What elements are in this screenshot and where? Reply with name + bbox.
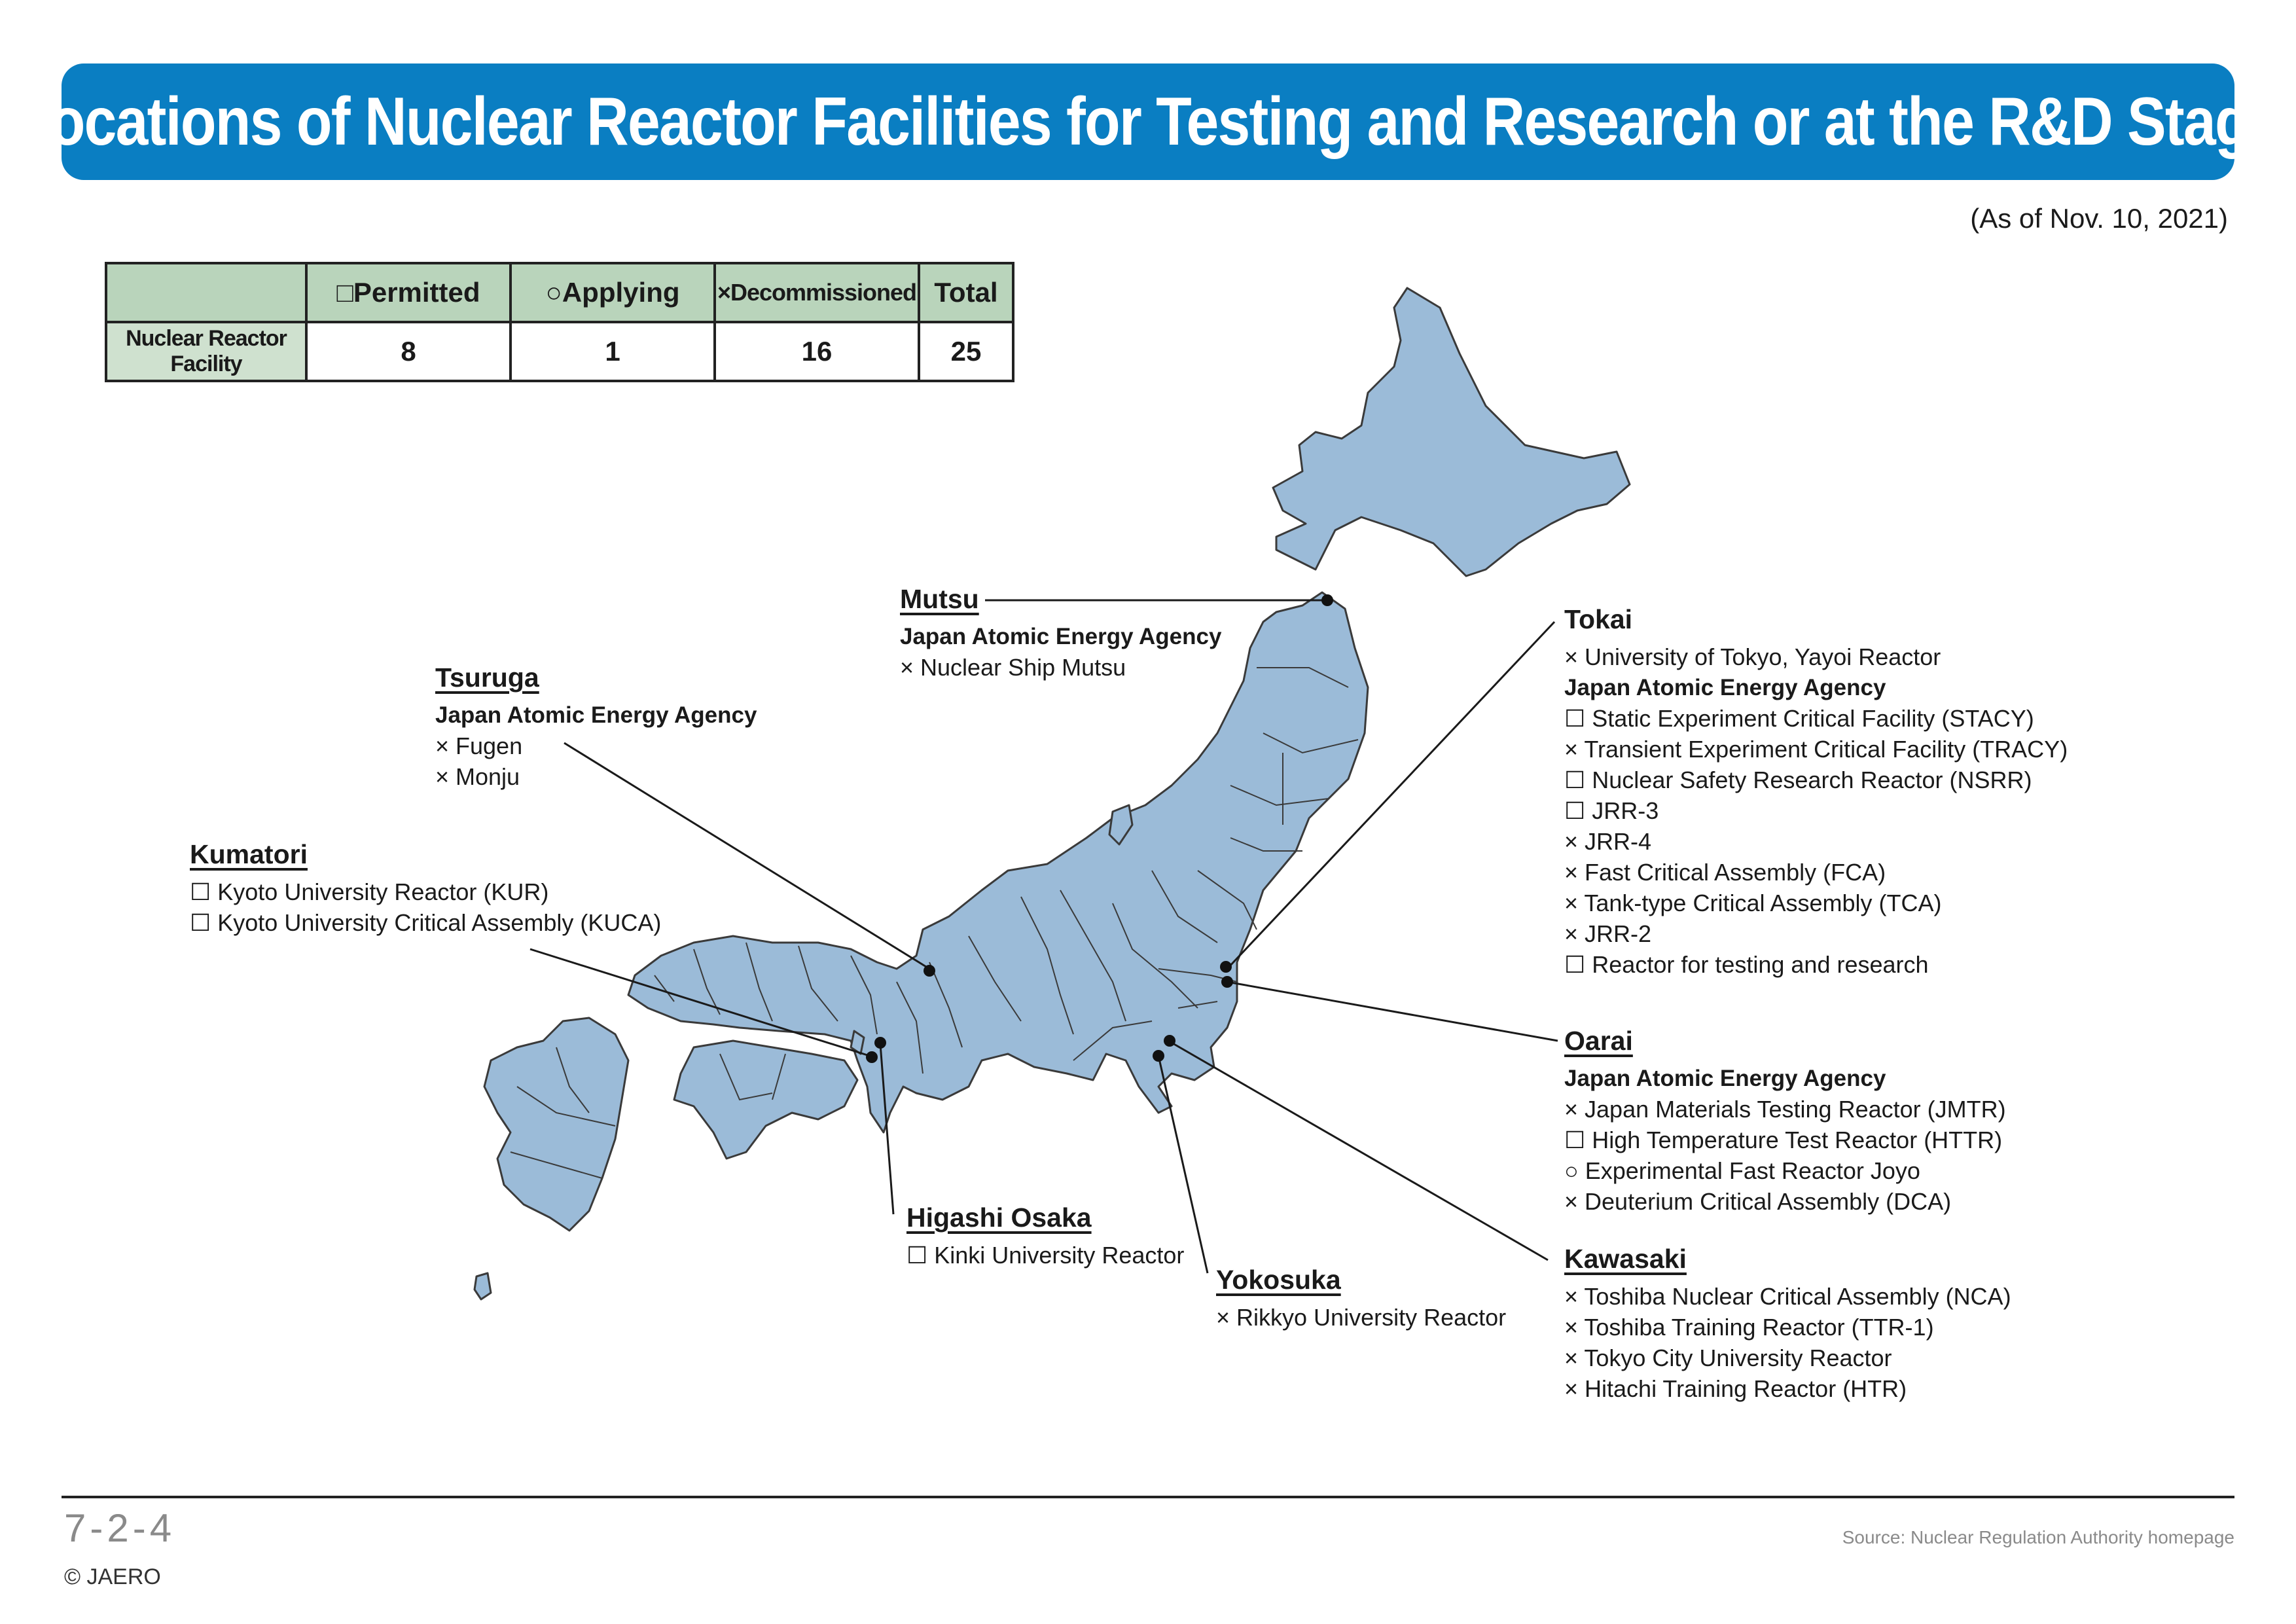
- yokosuka-place-name: Yokosuka: [1216, 1265, 1341, 1295]
- mutsu-place-name: Mutsu: [900, 584, 979, 614]
- mutsu-item: × Nuclear Ship Mutsu: [900, 654, 1126, 681]
- header-permitted: □Permitted: [306, 263, 511, 322]
- tokai-item: × Tank-type Critical Assembly (TCA): [1564, 890, 1942, 916]
- tokai-item: × JRR-2: [1564, 920, 1652, 947]
- hokkaido-island: [1273, 288, 1630, 576]
- oarai-item: × Deuterium Critical Assembly (DCA): [1564, 1188, 1952, 1215]
- tsuruga-item: × Fugen: [435, 732, 523, 759]
- tokai-item: ☐ JRR-3: [1564, 797, 1659, 824]
- source-note: Source: Nuclear Regulation Authority homepage: [1842, 1527, 2234, 1547]
- oarai-place-name: Oarai: [1564, 1026, 1633, 1056]
- higashi-osaka-place-name: Higashi Osaka: [906, 1202, 1092, 1233]
- oarai-leader-line: [1227, 982, 1558, 1041]
- mutsu-marker: [1321, 594, 1333, 606]
- header-decommissioned: ×Decommissioned: [715, 263, 919, 322]
- oarai-item: ☐ High Temperature Test Reactor (HTTR): [1564, 1127, 2003, 1153]
- copyright: © JAERO: [64, 1564, 161, 1589]
- page-number: 7-2-4: [64, 1506, 176, 1550]
- as-of-date: (As of Nov. 10, 2021): [1970, 203, 2228, 234]
- kumatori-item: ☐ Kyoto University Reactor (KUR): [190, 878, 549, 905]
- oarai-label: [1564, 1026, 2006, 1217]
- kawasaki-place-name: Kawasaki: [1564, 1244, 1687, 1274]
- kumatori-place-name: Kumatori: [190, 839, 308, 869]
- tokai-pre-item: × University of Tokyo, Yayoi Reactor: [1564, 643, 1941, 670]
- value-decommissioned: 16: [715, 322, 919, 381]
- shikoku-island: [674, 1041, 857, 1159]
- tokai-label: [1564, 604, 2068, 980]
- kumatori-item: ☐ Kyoto University Critical Assembly (KUCA): [190, 909, 662, 936]
- higashi-osaka-item: ☐ Kinki University Reactor: [906, 1242, 1185, 1269]
- kawasaki-item: × Toshiba Training Reactor (TTR-1): [1564, 1314, 1934, 1341]
- southern-islet: [475, 1273, 491, 1299]
- tokai-marker: [1220, 961, 1232, 973]
- tsuruga-label: [435, 662, 757, 792]
- kawasaki-item: × Hitachi Training Reactor (HTR): [1564, 1375, 1907, 1402]
- kumatori-label: [190, 839, 661, 938]
- mutsu-label: [900, 584, 1221, 683]
- mutsu-agency: Japan Atomic Energy Agency: [900, 624, 1222, 649]
- yokosuka-item: × Rikkyo University Reactor: [1216, 1304, 1507, 1331]
- yokosuka-label: [1216, 1265, 1506, 1333]
- yokosuka-marker: [1153, 1050, 1164, 1062]
- tokai-item: × Transient Experiment Critical Facility (TRACY): [1564, 736, 2068, 763]
- kawasaki-item: × Toshiba Nuclear Critical Assembly (NCA): [1564, 1283, 2011, 1310]
- kawasaki-label: [1564, 1244, 2011, 1404]
- kawasaki-item: × Tokyo City University Reactor: [1564, 1344, 1892, 1371]
- footer-divider: [62, 1496, 2234, 1498]
- tokai-place-name: Tokai: [1564, 604, 1633, 634]
- oarai-marker: [1221, 976, 1233, 988]
- tokai-item: × JRR-4: [1564, 828, 1652, 855]
- kumatori-marker: [866, 1051, 878, 1063]
- header-applying: ○Applying: [511, 263, 715, 322]
- tokai-item: ☐ Nuclear Safety Research Reactor (NSRR): [1564, 767, 2032, 793]
- higashi-osaka-marker: [874, 1037, 886, 1049]
- oarai-item: × Japan Materials Testing Reactor (JMTR): [1564, 1096, 2006, 1123]
- tokai-item: × Fast Critical Assembly (FCA): [1564, 859, 1886, 886]
- tsuruga-place-name: Tsuruga: [435, 662, 539, 693]
- tokai-item: ☐ Static Experiment Critical Facility (STACY): [1564, 705, 2034, 732]
- oarai-item: ○ Experimental Fast Reactor Joyo: [1564, 1157, 1920, 1184]
- oarai-agency: Japan Atomic Energy Agency: [1564, 1066, 1886, 1091]
- header-total: Total: [919, 263, 1013, 322]
- higashi-osaka-label: [906, 1202, 1184, 1271]
- value-total: 25: [919, 322, 1013, 381]
- tsuruga-agency: Japan Atomic Energy Agency: [435, 702, 757, 728]
- kawasaki-leader-line: [1168, 1041, 1548, 1260]
- value-applying: 1: [511, 322, 715, 381]
- value-permitted: 8: [306, 322, 511, 381]
- tsuruga-marker: [924, 965, 935, 977]
- page-title: Locations of Nuclear Reactor Facilities for Testing and Research or at the R&D Stage: [14, 83, 2282, 160]
- kawasaki-marker: [1164, 1035, 1175, 1047]
- tokai-agency: Japan Atomic Energy Agency: [1564, 675, 1886, 700]
- tsuruga-item: × Monju: [435, 763, 520, 790]
- tokai-item: ☐ Reactor for testing and research: [1564, 951, 1929, 978]
- row-label: Nuclear Reactor Facility: [106, 322, 306, 381]
